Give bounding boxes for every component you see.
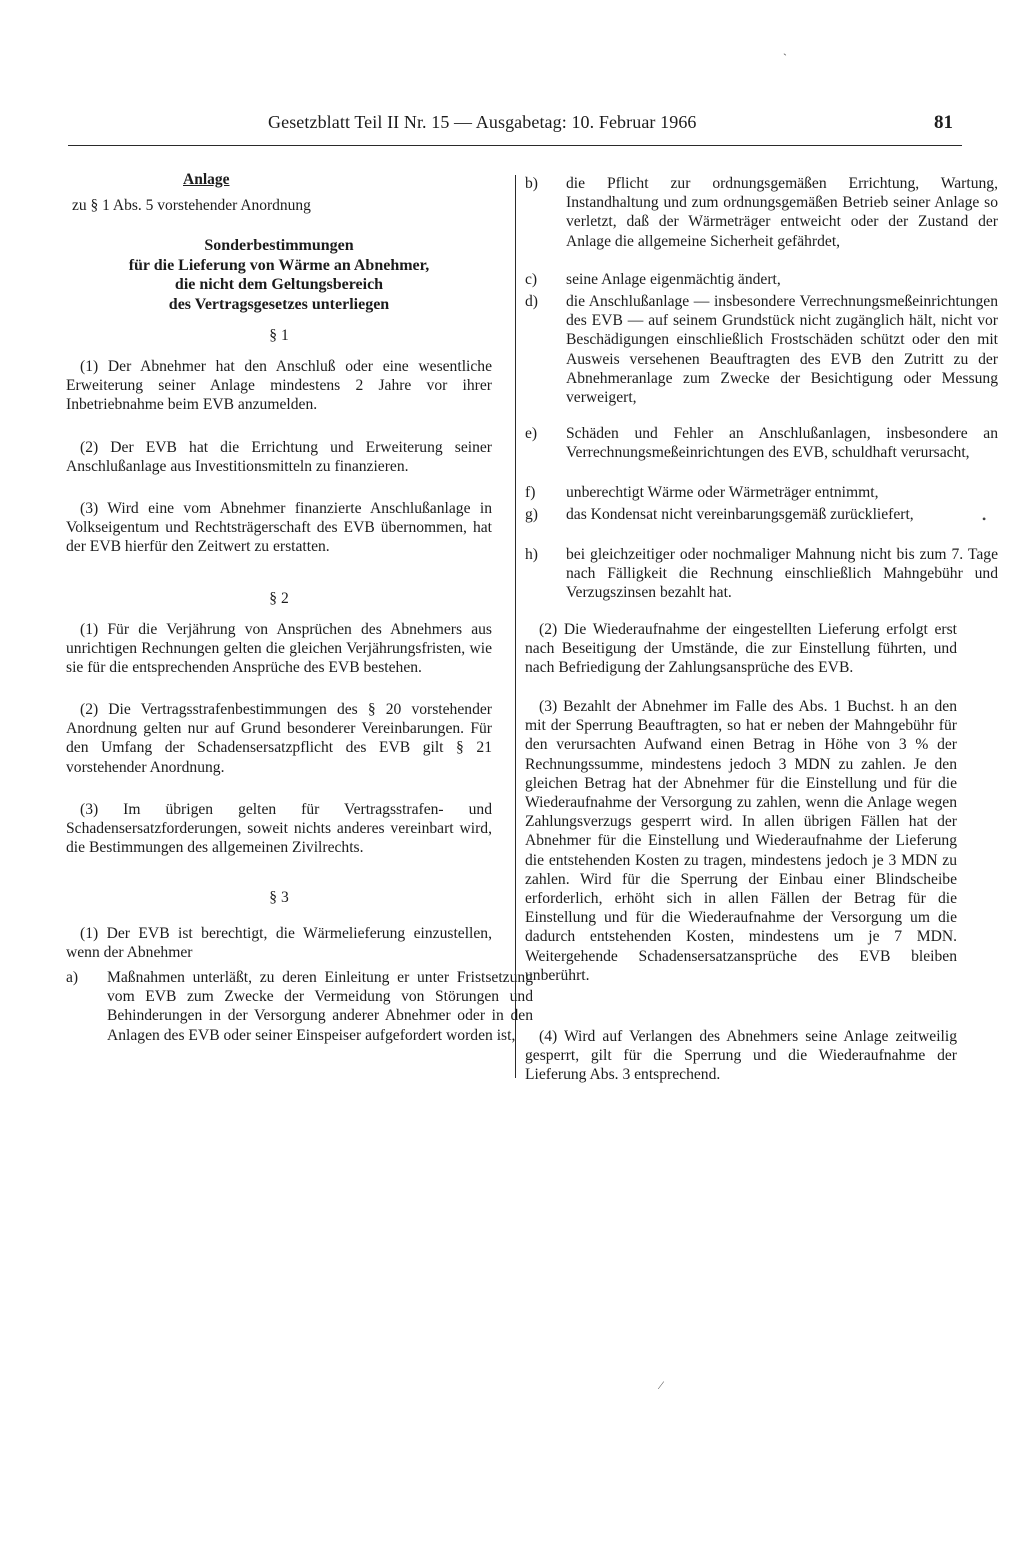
- list-item-label: g): [525, 506, 538, 523]
- list-item-a: [66, 968, 533, 1045]
- header-rule: [68, 145, 962, 146]
- annex-title-line: für die Lieferung von Wärme an Abnehmer,: [128, 256, 430, 274]
- annex-title-line: die nicht dem Geltungsbereich: [174, 276, 384, 293]
- section-2-heading: § 2: [269, 590, 289, 607]
- section-1-paragraph-1: (1) Der Abnehmer hat den Anschluß oder eine wesentliche Erweiterung seiner Anlage mindestens 2 Jahre vor ihrer Inbetriebnahme beim EVB anzumelden.: [66, 358, 492, 414]
- section-3-heading: § 3: [269, 889, 289, 906]
- section-3-paragraph-1: (1) Der EVB ist berechtigt, die Wärmelieferung einzustellen, wenn der Abnehmer: [66, 925, 492, 962]
- list-item-text: bei gleichzeitiger oder nochmaliger Mahnung nicht bis zum 7. Tage nach Fälligkeit die Rechnung einschließlich Mahngebühr und Verzugszinsen bezahlt hat.: [566, 546, 998, 602]
- list-item-label: c): [525, 271, 538, 288]
- section-3-paragraph-2: (2) Die Wiederaufnahme der eingestellten Lieferung erfolgt erst nach Beseitigung der Umstände, die zur Einstellung führten, und nach Befriedigung der Zahlungsansprüche des EVB.: [525, 621, 957, 677]
- list-item-f: [525, 483, 998, 502]
- list-item-b: [525, 174, 998, 251]
- annex-title: [66, 236, 492, 314]
- list-item-label: a): [66, 969, 79, 986]
- section-3-paragraph-3: (3) Bezahlt der Abnehmer im Falle des Abs. 1 Buchst. h an den mit der Sperrung Beauftragten, so hat er neben der Mahngebühr für den verursachten Aufwand einen Betrag in Höhe von 3 % der Rechnungssumme, mindestens jedoch 3 MDN zu zahlen. Je den gleichen Betrag hat der Abnehmer für die Einstellung und für die Wiederaufnahme der Versorgung zu zahlen, wenn die Anlage wegen Zahlungsverzugs gesperrt wird. In allen übrigen Fällen hat der Abnehmer für die Einstellung und Wiederaufnahme der Lieferung die entstehenden Kosten zu tragen, mindestens jedoch je 3 MDN zu zahlen. Wird für die Sperrung der Einbau einer Blindscheibe erforderlich, erhöht sich in allen Fällen der Betrag für die Einstellung und für die Wiederaufnahme der Versorgung um die dadurch entstehenden Kosten, mindestens um je 7 MDN. Weitergehende Schadensersatzansprüche des EVB bleiben unberührt.: [525, 698, 957, 984]
- list-item-label: b): [525, 175, 538, 192]
- column-divider: [515, 175, 516, 1078]
- section-2-paragraph-1: (1) Für die Verjährung von Ansprüchen des Abnehmers aus unrichtigen Rechnungen gelten die gleichen Verjährungsfristen, wie sie für die entsprechenden Ansprüche des EVB bestehen.: [66, 621, 492, 677]
- list-item-d: [525, 292, 998, 407]
- list-item-label: e): [525, 425, 538, 442]
- scan-speck: •: [982, 512, 987, 526]
- list-item-text: das Kondensat nicht vereinbarungsgemäß zurückliefert,: [566, 506, 914, 523]
- list-item-e: [525, 424, 998, 462]
- section-2-paragraph-3: (3) Im übrigen gelten für Vertragsstrafen- und Schadensersatzforderungen, soweit nichts anderes vereinbart wird, die Bestimmungen des allgemeinen Zivilrechts.: [66, 801, 492, 857]
- list-item-text: die Anschlußanlage — insbesondere Verrechnungsmeßeinrichtungen des EVB — auf seinem Grundstück nicht zugänglich hält, nicht vor Beschädigungen einschließlich Frostschäden schützt oder den mit Ausweis versehenen Beauftragten des EVB den Zutritt zu der Abnehmeranlage zum Zwecke der Besichtigung oder Messung verweigert,: [566, 293, 998, 407]
- list-item-h: [525, 545, 998, 603]
- scan-speck: ˎ: [783, 42, 787, 56]
- section-1-paragraph-2: (2) Der EVB hat die Errichtung und Erweiterung seiner Anschlußanlage aus Investitionsmitteln zu finanzieren.: [66, 439, 492, 476]
- list-item-g: [525, 505, 998, 524]
- annex-label: Anlage: [183, 171, 230, 188]
- annex-title-line: des Vertragsgesetzes unterliegen: [168, 295, 390, 313]
- page-number: 81: [934, 112, 953, 133]
- list-item-text: Maßnahmen unterläßt, zu deren Einleitung er unter Fristsetzung vom EVB zum Zwecke der Vermeidung von Störungen und Behinderungen in der Versorgung anderer Abnehmer oder in den Anlagen des EVB oder seiner Einspeiser aufgefordert worden ist,: [107, 969, 533, 1044]
- list-item-text: seine Anlage eigenmächtig ändert,: [566, 271, 781, 288]
- list-item-label: d): [525, 293, 538, 310]
- scan-speck: ⁄: [660, 1378, 663, 1392]
- list-item-text: unberechtigt Wärme oder Wärmeträger entnimmt,: [566, 484, 879, 501]
- annex-reference: zu § 1 Abs. 5 vorstehender Anordnung: [72, 197, 311, 214]
- list-item-label: f): [525, 484, 536, 501]
- list-item-label: h): [525, 546, 538, 563]
- list-item-text: Schäden und Fehler an Anschlußanlagen, insbesondere an Verrechnungsmeßeinrichtungen des EVB, schuldhaft verursacht,: [566, 425, 998, 462]
- section-1-heading: § 1: [269, 327, 289, 344]
- section-2-paragraph-2: (2) Die Vertragsstrafenbestimmungen des § 20 vorstehender Anordnung gelten nur auf Grund besonderer Vereinbarungen. Für den Umfang der Schadensersatzpflicht des EVB gilt § 21 vorstehender Anordnung.: [66, 701, 492, 776]
- page-header: Gesetzblatt Teil II Nr. 15 — Ausgabetag: 10. Februar 1966: [268, 112, 697, 132]
- section-1-paragraph-3: (3) Wird eine vom Abnehmer finanzierte Anschlußanlage in Volkseigentum und Rechtsträgerschaft des EVB übernommen, hat der EVB hierfür den Zeitwert zu erstatten.: [66, 500, 492, 556]
- list-item-c: [525, 270, 998, 289]
- section-3-paragraph-4: (4) Wird auf Verlangen des Abnehmers seine Anlage zeitweilig gesperrt, gilt für die Sperrung und die Wiederaufnahme der Lieferung Abs. 3 entsprechend.: [525, 1028, 957, 1084]
- list-item-text: die Pflicht zur ordnungsgemäßen Errichtung, Wartung, Instandhaltung und zum ordnungsgemäßen Betrieb seiner Anlage so verletzt, daß der Wärmeträger entweicht oder der Zustand der Anlage die allgemeine Sicherheit gefährdet,: [566, 175, 998, 250]
- annex-title-line: Sonderbestimmungen: [204, 237, 354, 254]
